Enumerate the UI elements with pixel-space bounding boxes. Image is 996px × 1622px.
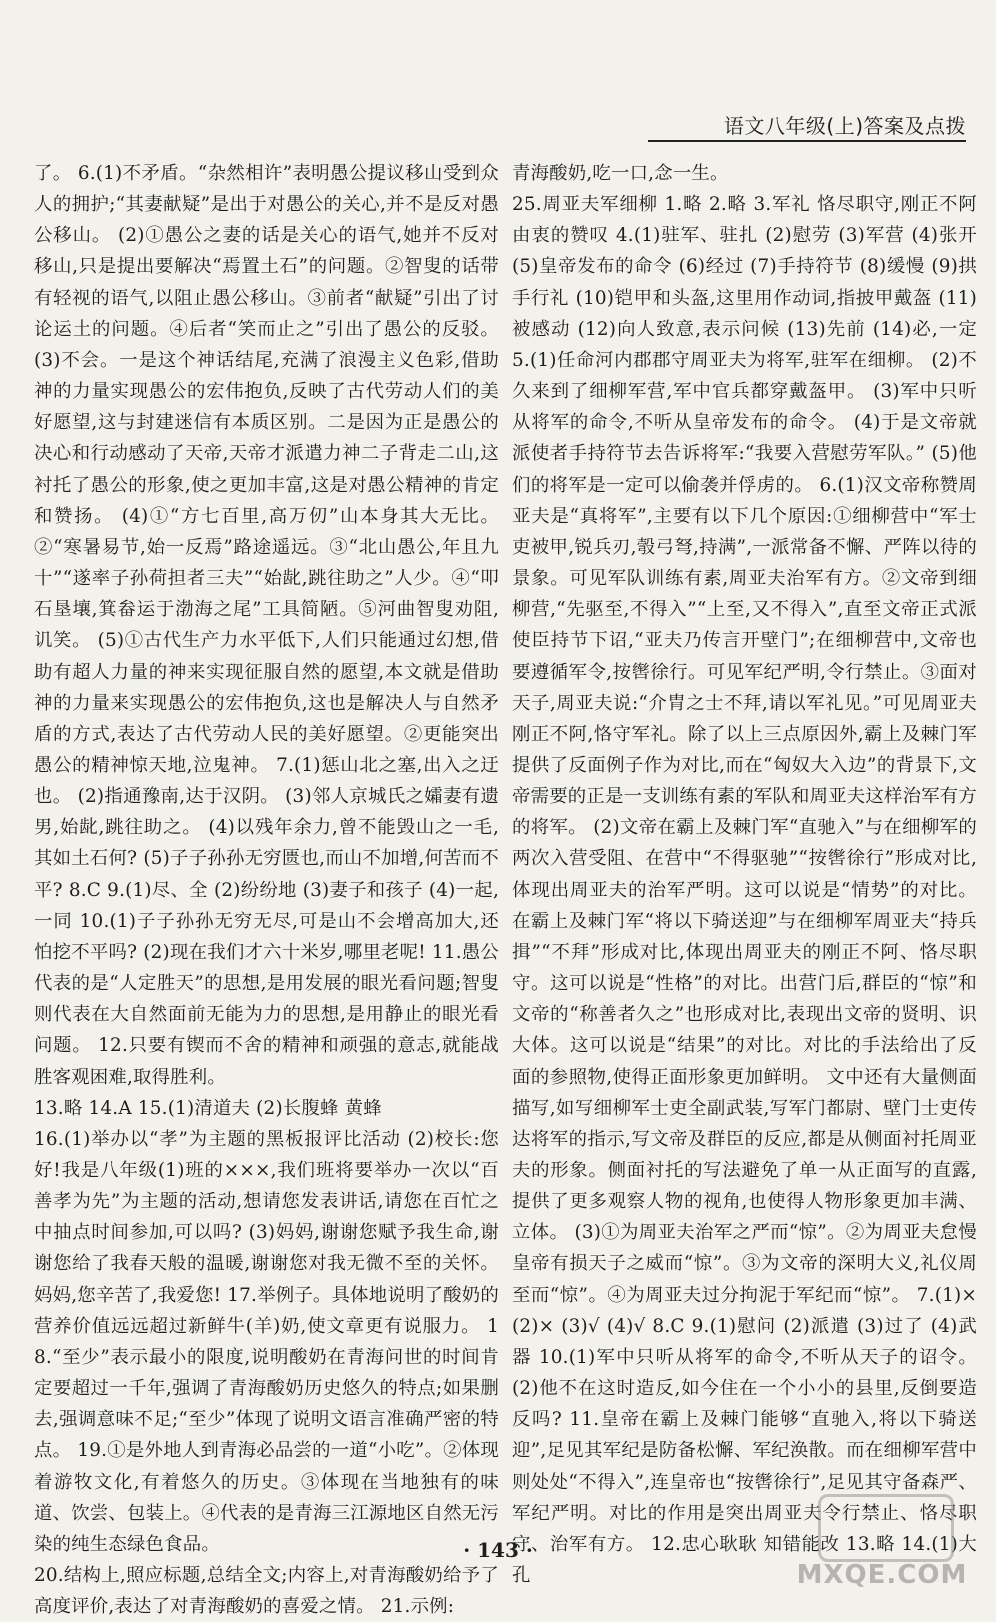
left-column xyxy=(34,158,499,1622)
watermark-text: MXQE.COM xyxy=(796,1560,968,1590)
paragraph: 16.(1)举办以“孝”为主题的黑板报评比活动 (2)校长:您好!我是八年级(1)班的×××,我们班将要举办一次以“百善孝为先”为主题的活动,想请您发表讲话,请您在百忙之中抽点时间参加,可以吗? (3)妈妈,谢谢您赋予我生命,谢谢您给了我春天般的温暖,谢谢您对我无微不至的关怀。妈妈,您辛苦了,我爱您! 17.举例子。具体地说明了酸奶的营养价值远远超过新鲜牛(羊)奶,使文章更有说服力。 18.“至少”表示最小的限度,说明酸奶在青海问世的时间肯定要超过一千年,强调了青海酸奶历史悠久的特点;如果删去,强调意味不足;“至少”体现了说明文语言准确严密的特点。 19.①是外地人到青海必品尝的一道“小吃”。②体现着游牧文化,有着悠久的历史。③体现在当地独有的味道、饮尝、包装上。④代表的是青海三江源地区自然无污染的纯生态绿色食品。 xyxy=(34,1128,499,1555)
watermark-logo xyxy=(782,1494,982,1594)
watermark-box xyxy=(818,1494,954,1562)
paragraph: 20.结构上,照应标题,总结全文;内容上,对青海酸奶给予了高度评价,表达了对青海酸奶的喜爱之情。 21.示例: xyxy=(34,1565,499,1618)
right-column xyxy=(512,158,977,1591)
paragraph: 25.周亚夫军细柳 1.略 2.略 3.军礼 恪尽职守,刚正不阿 由衷的赞叹 4.(1)驻军、驻扎 (2)慰劳 (3)军营 (4)张开 (5)皇帝发布的命令 (6)经过 (7)手持符节 (8)缓慢 (9)拱手行礼 (10)铠甲和头盔,这里用作动词,指披甲戴盔 (11)被感动 (12)向人致意,表示问候 (13)先前 (14)必,一定 5.(1)任命河内郡郡守周亚夫为将军,驻军在细柳。 (2)不久来到了细柳军营,军中官兵都穿戴盔甲。 (3)军中只听从将军的命令,不听从皇帝发布的命令。 (4)于是文帝就派使者手持符节去告诉将军:“我要入营慰劳军队。” (5)他们的将军是一定可以偷袭并俘虏的。 6.(1)汉文帝称赞周亚夫是“真将军”,主要有以下几个原因:①细柳营中“军士吏被甲,锐兵刃,彀弓弩,持满”,一派常备不懈、严阵以待的景象。可见军队训练有素,周亚夫治军有方。②文帝到细柳营,“先驱至,不得入”“上至,又不得入”,直至文帝正式派使臣持节下诏,“亚夫乃传言开壁门”;在细柳营中,文帝也要遵循军令,按辔徐行。可见军纪严明,令行禁止。③面对天子,周亚夫说:“介胄之士不拜,请以军礼见。”可见周亚夫刚正不阿,恪守军礼。除了以上三点原因外,霸上及棘门军提供了反面例子作为对比,而在“匈奴大入边”的背景下,文帝需要的正是一支训练有素的军队和周亚夫这样治军有方的将军。 (2)文帝在霸上及棘门军“直驰入”与在细柳军的两次入营受阻、在营中“不得驱驰”“按辔徐行”形成对比,体现出周亚夫的治军严明。这可以说是“情势”的对比。在霸上及棘门军“将以下骑送迎”与在细柳军周亚夫“持兵揖”“不拜”形成对比,体现出周亚夫的刚正不阿、恪尽职守。这可以说是“性格”的对比。出营门后,群臣的“惊”和文帝的“称善者久之”也形成对比,表现出文帝的贤明、识大体。这可以说是“结果”的对比。对比的手法给出了反面的参照物,使得正面形象更加鲜明。 文中还有大量侧面描写,如写细柳军士吏全副武装,写军门都尉、壁门士吏传达将军的指示,写文帝及群臣的反应,都是从侧面衬托周亚夫的形象。侧面衬托的写法避免了单一从正面写的直露,提供了更多观察人物的视角,也使得人物形象更加丰满、立体。 (3)①为周亚夫治军之严而“惊”。②为周亚夫怠慢皇帝有损天子之威而“惊”。③为文帝的深明大义,礼仪周至而“惊”。④为周亚夫过分拘泥于军纪而“惊”。 7.(1)× (2)× (3)√ (4)√ 8.C 9.(1)慰问 (2)派遣 (3)过了 (4)武器 10.(1)军中只听从将军的命令,不听从天子的诏令。 (2)他不在这时造反,如今住在一个小小的县里,反倒要造反吗? 11.皇帝在霸上及棘门能够“直驰入,将以下骑送迎”,足见其军纪是防备松懈、军纪涣散。而在细柳军营中则处处“不得入”,连皇帝也“按辔徐行”,足见其守备森严、军纪严明。对比的作用是突出周亚夫令行禁止、恪尽职守、治军有方。 12.忠心耿耿 知错能改 13.略 14.(1)大孔 xyxy=(512,194,977,1587)
paragraph: 了。 6.(1)不矛盾。“杂然相许”表明愚公提议移山受到众人的拥护;“其妻献疑”是出于对愚公的关心,并不是反对愚公移山。 (2)①愚公之妻的话是关心的语气,她并不反对移山,只是提出要解决“焉置土石”的问题。②智叟的话带有轻视的语气,以阻止愚公移山。③前者“献疑”引出了讨论运土的问题。④后者“笑而止之”引出了愚公的反驳。 (3)不会。一是这个神话结尾,充满了浪漫主义色彩,借助神的力量实现愚公的宏伟抱负,反映了古代劳动人们的美好愿望,这与封建迷信有本质区别。二是因为正是愚公的决心和行动感动了天帝,天帝才派遣力神二子背走二山,这衬托了愚公的形象,使之更加丰富,这是对愚公精神的肯定和赞扬。 (4)①“方七百里,高万仞”山本身其大无比。②“寒暑易节,始一反焉”路途遥远。③“北山愚公,年且九十”“遂率子孙荷担者三夫”“始龀,跳往助之”人少。④“叩石垦壤,箕畚运于渤海之尾”工具简陋。⑤河曲智叟劝阻,讥笑。 (5)①古代生产力水平低下,人们只能通过幻想,借助有超人力量的神来实现征服自然的愿望,本文就是借助神的力量来实现愚公的宏伟抱负,这也是解决人与自然矛盾的方式,表达了古代劳动人民的美好愿望。②更能突出愚公的精神惊天地,泣鬼神。 7.(1)惩山北之塞,出入之迂也。 (2)指通豫南,达于汉阴。 (3)邻人京城氏之孀妻有遗男,始龀,跳往助之。 (4)以残年余力,曾不能毁山之一毛,其如土石何? (5)子子孙孙无穷匮也,而山不加增,何苦而不平? 8.C 9.(1)尽、全 (2)纷纷地 (3)妻子和孩子 (4)一起,一同 10.(1)子子孙孙无穷无尽,可是山不会增高加大,还怕挖不平吗? (2)现在我们才六十米岁,哪里老呢! 11.愚公代表的是“人定胜天”的思想,是用发展的眼光看问题;智叟则代表在大自然面前无能为力的思想,是用静止的眼光看问题。 12.只要有锲而不舍的精神和顽强的意志,就能战胜客观困难,取得胜利。 xyxy=(34,163,499,1088)
header-rule xyxy=(648,140,966,142)
page-header-title: 语文八年级(上)答案及点拨 xyxy=(723,114,966,138)
paragraph: 青海酸奶,吃一口,念一生。 xyxy=(512,163,729,184)
page-number: · 143 · xyxy=(463,1538,533,1562)
paragraph: 13.略 14.A 15.(1)清道夫 (2)长腹蜂 黄蜂 xyxy=(34,1097,382,1119)
